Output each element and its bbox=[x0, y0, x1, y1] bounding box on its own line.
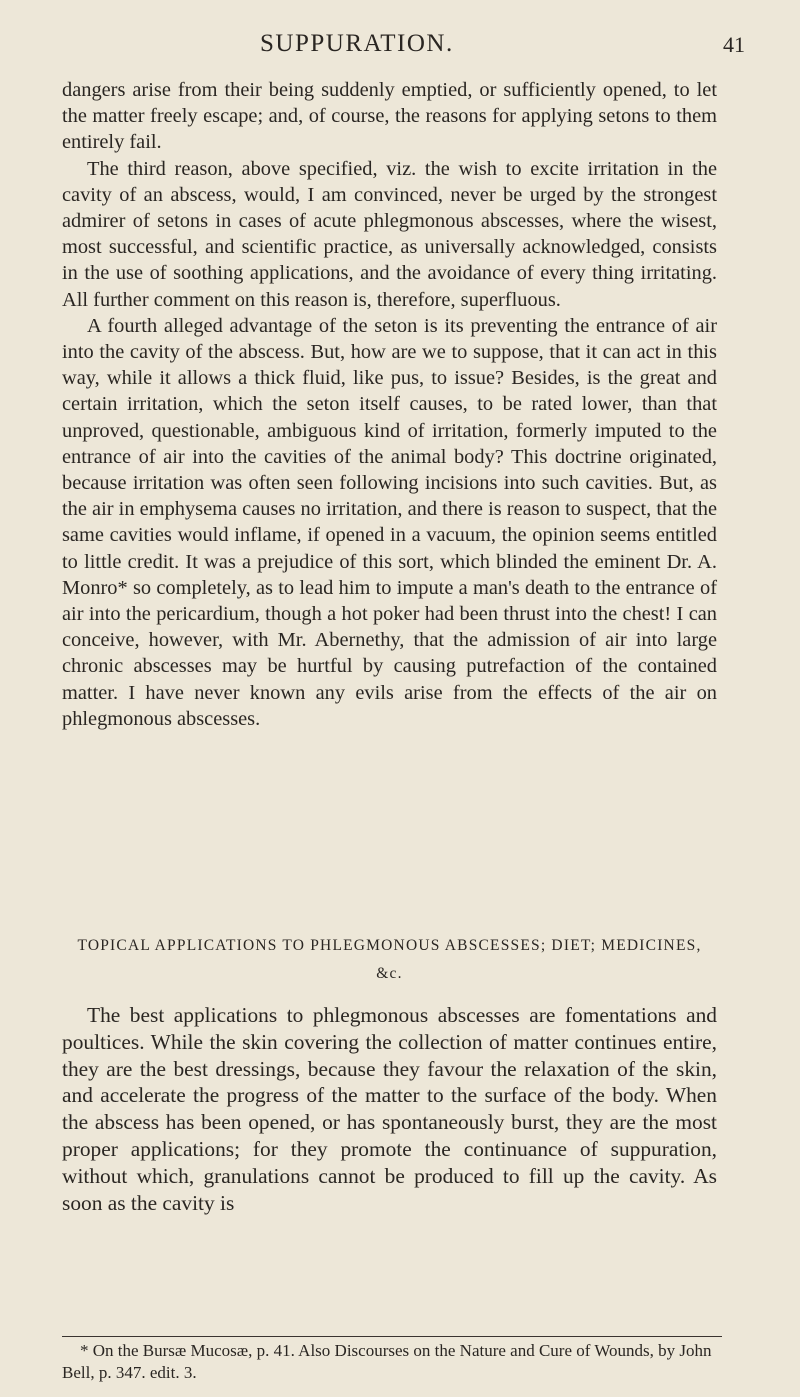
paragraph-third-reason: The third reason, above specified, viz. the wish to excite irritation in the cavity of an abscess, would, I am convinced, never be urged by the strongest admirer of setons in cases of acute phlegmonous abscesses, where the wisest, most successful, and scientific practice, as universally acknowledged, consists in the use of soothing applications, and the avoidance of every thing irritating. All further comment on this reason is, therefore, superfluous. bbox=[62, 157, 717, 311]
section-text bbox=[62, 1002, 717, 1216]
footnote-text: * On the Bursæ Mucosæ, p. 41. Also Discourses on the Nature and Cure of Wounds, by John Bell, p. 347. edit. 3. bbox=[62, 1341, 712, 1382]
running-head: SUPPURATION. bbox=[260, 30, 454, 57]
main-text bbox=[62, 77, 717, 732]
page-number: 41 bbox=[723, 32, 745, 57]
footnote-divider bbox=[62, 1336, 722, 1337]
paragraph-fourth-advantage: A fourth alleged advantage of the seton is its preventing the entrance of air into the cavity of the abscess. But, how are we to suppose, that it can act in this way, while it allows a thick fluid, like pus, to issue? Besides, is the great and certain irritation, which the seton itself causes, to be rated lower, than that unproved, questionable, ambiguous kind of irritation, formerly imputed to the entrance of air into the cavities of the animal body? This doctrine originated, because irritation was often seen following incisions into such cavities. But, as the air in emphysema causes no irritation, and there is reason to suspect, that the same cavities would inflame, if opened in a vacuum, the opinion seems entitled to little credit. It was a prejudice of this sort, which blinded the eminent Dr. A. Monro* so completely, as to lead him to impute a man's death to the entrance of air into the pericardium, though a hot poker had been thrust into the chest! I can conceive, however, with Mr. Abernethy, that the admission of air into large chronic abscesses may be hurtful by causing putrefaction of the contained matter. I have never known any evils arise from the effects of the air on phlegmonous abscesses. bbox=[62, 314, 717, 730]
paragraph-continued: dangers arise from their being suddenly emptied, or sufficiently opened, to let the matter freely escape; and, of course, the reasons for applying setons to them entirely fail. bbox=[62, 79, 717, 154]
footnote bbox=[62, 1340, 717, 1384]
section-heading: TOPICAL APPLICATIONS TO PHLEGMONOUS ABSCESSES; DIET; MEDICINES, &c. bbox=[77, 937, 702, 982]
paragraph-applications: The best applications to phlegmonous abscesses are fomentations and poultices. While the skin covering the collection of matter continues entire, they are the best dressings, because they favour the relaxation of the skin, and accelerate the progress of the matter to the surface of the body. When the abscess has been opened, or has spontaneously burst, they are the most proper applications; for they promote the continuance of suppuration, without which, granulations cannot be produced to fill up the cavity. As soon as the cavity is bbox=[62, 1003, 717, 1215]
page-header bbox=[0, 30, 800, 70]
